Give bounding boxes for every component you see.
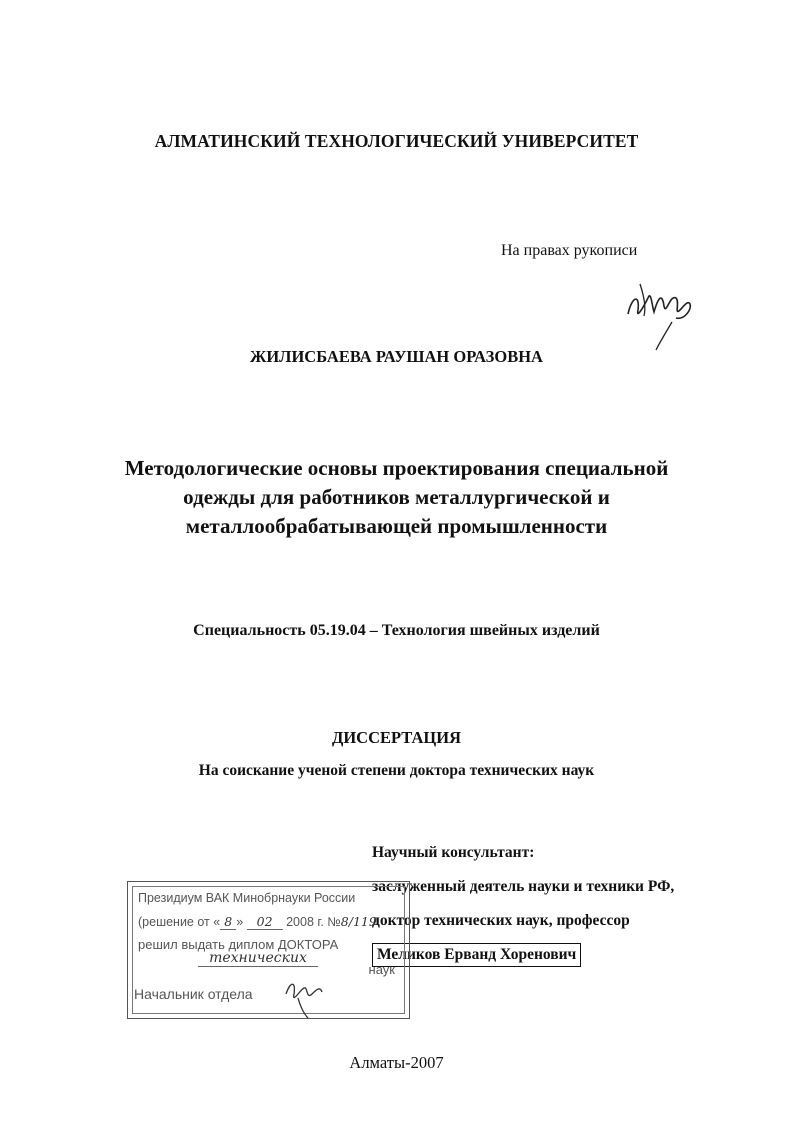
stamp-day: 8 bbox=[220, 914, 236, 930]
scientific-consultant bbox=[372, 836, 674, 972]
degree-sought: На соискание ученой степени доктора технических наук bbox=[198, 762, 595, 779]
university-name: АЛМАТИНСКИЙ ТЕХНОЛОГИЧЕСКИЙ УНИВЕРСИТЕТ bbox=[154, 131, 639, 151]
stamp-decision-prefix: (решение от « bbox=[138, 915, 221, 929]
document-type: ДИССЕРТАЦИЯ bbox=[332, 728, 461, 747]
manuscript-rights-note: На правах рукописи bbox=[501, 242, 638, 259]
author-name: ЖИЛИСБАЕВА РАУШАН ОРАЗОВНА bbox=[250, 347, 543, 366]
consultant-title-2: доктор технических наук, профессор bbox=[372, 912, 630, 929]
stamp-month: 02 bbox=[247, 914, 283, 930]
stamp-number: 8/119 bbox=[340, 914, 377, 929]
department-head-signature bbox=[278, 964, 338, 1020]
stamp-line-department-head: Начальник отдела bbox=[134, 986, 253, 1002]
consultant-name: Меликов Ерванд Хоренович bbox=[372, 943, 581, 967]
city-year: Алматы-2007 bbox=[349, 1053, 444, 1072]
stamp-year: 2008 г. № bbox=[286, 915, 341, 929]
stamp-line-award: решил выдать диплом ДОКТОРА bbox=[138, 937, 339, 952]
title-line-3: металлообрабатывающей промышленности bbox=[185, 514, 608, 538]
dissertation-title bbox=[0, 454, 793, 541]
vak-approval-stamp bbox=[127, 881, 410, 1019]
author-signature bbox=[618, 276, 704, 354]
stamp-handwritten-field: технических bbox=[198, 950, 318, 967]
title-line-2: одежды для работников металлургической и bbox=[183, 485, 610, 509]
stamp-line-sciences: наук bbox=[368, 962, 395, 977]
title-line-1: Методологические основы проектирования специальной bbox=[124, 456, 669, 480]
stamp-line-presidium: Президиум ВАК Минобрнауки России bbox=[138, 891, 356, 905]
consultant-title-1: заслуженный деятель науки и техники РФ, bbox=[372, 878, 675, 895]
stamp-decision-mid: » bbox=[236, 915, 244, 929]
consultant-label: Научный консультант: bbox=[372, 844, 535, 861]
specialty: Специальность 05.19.04 – Технология швейных изделий bbox=[193, 622, 600, 639]
stamp-line-decision bbox=[138, 914, 377, 930]
